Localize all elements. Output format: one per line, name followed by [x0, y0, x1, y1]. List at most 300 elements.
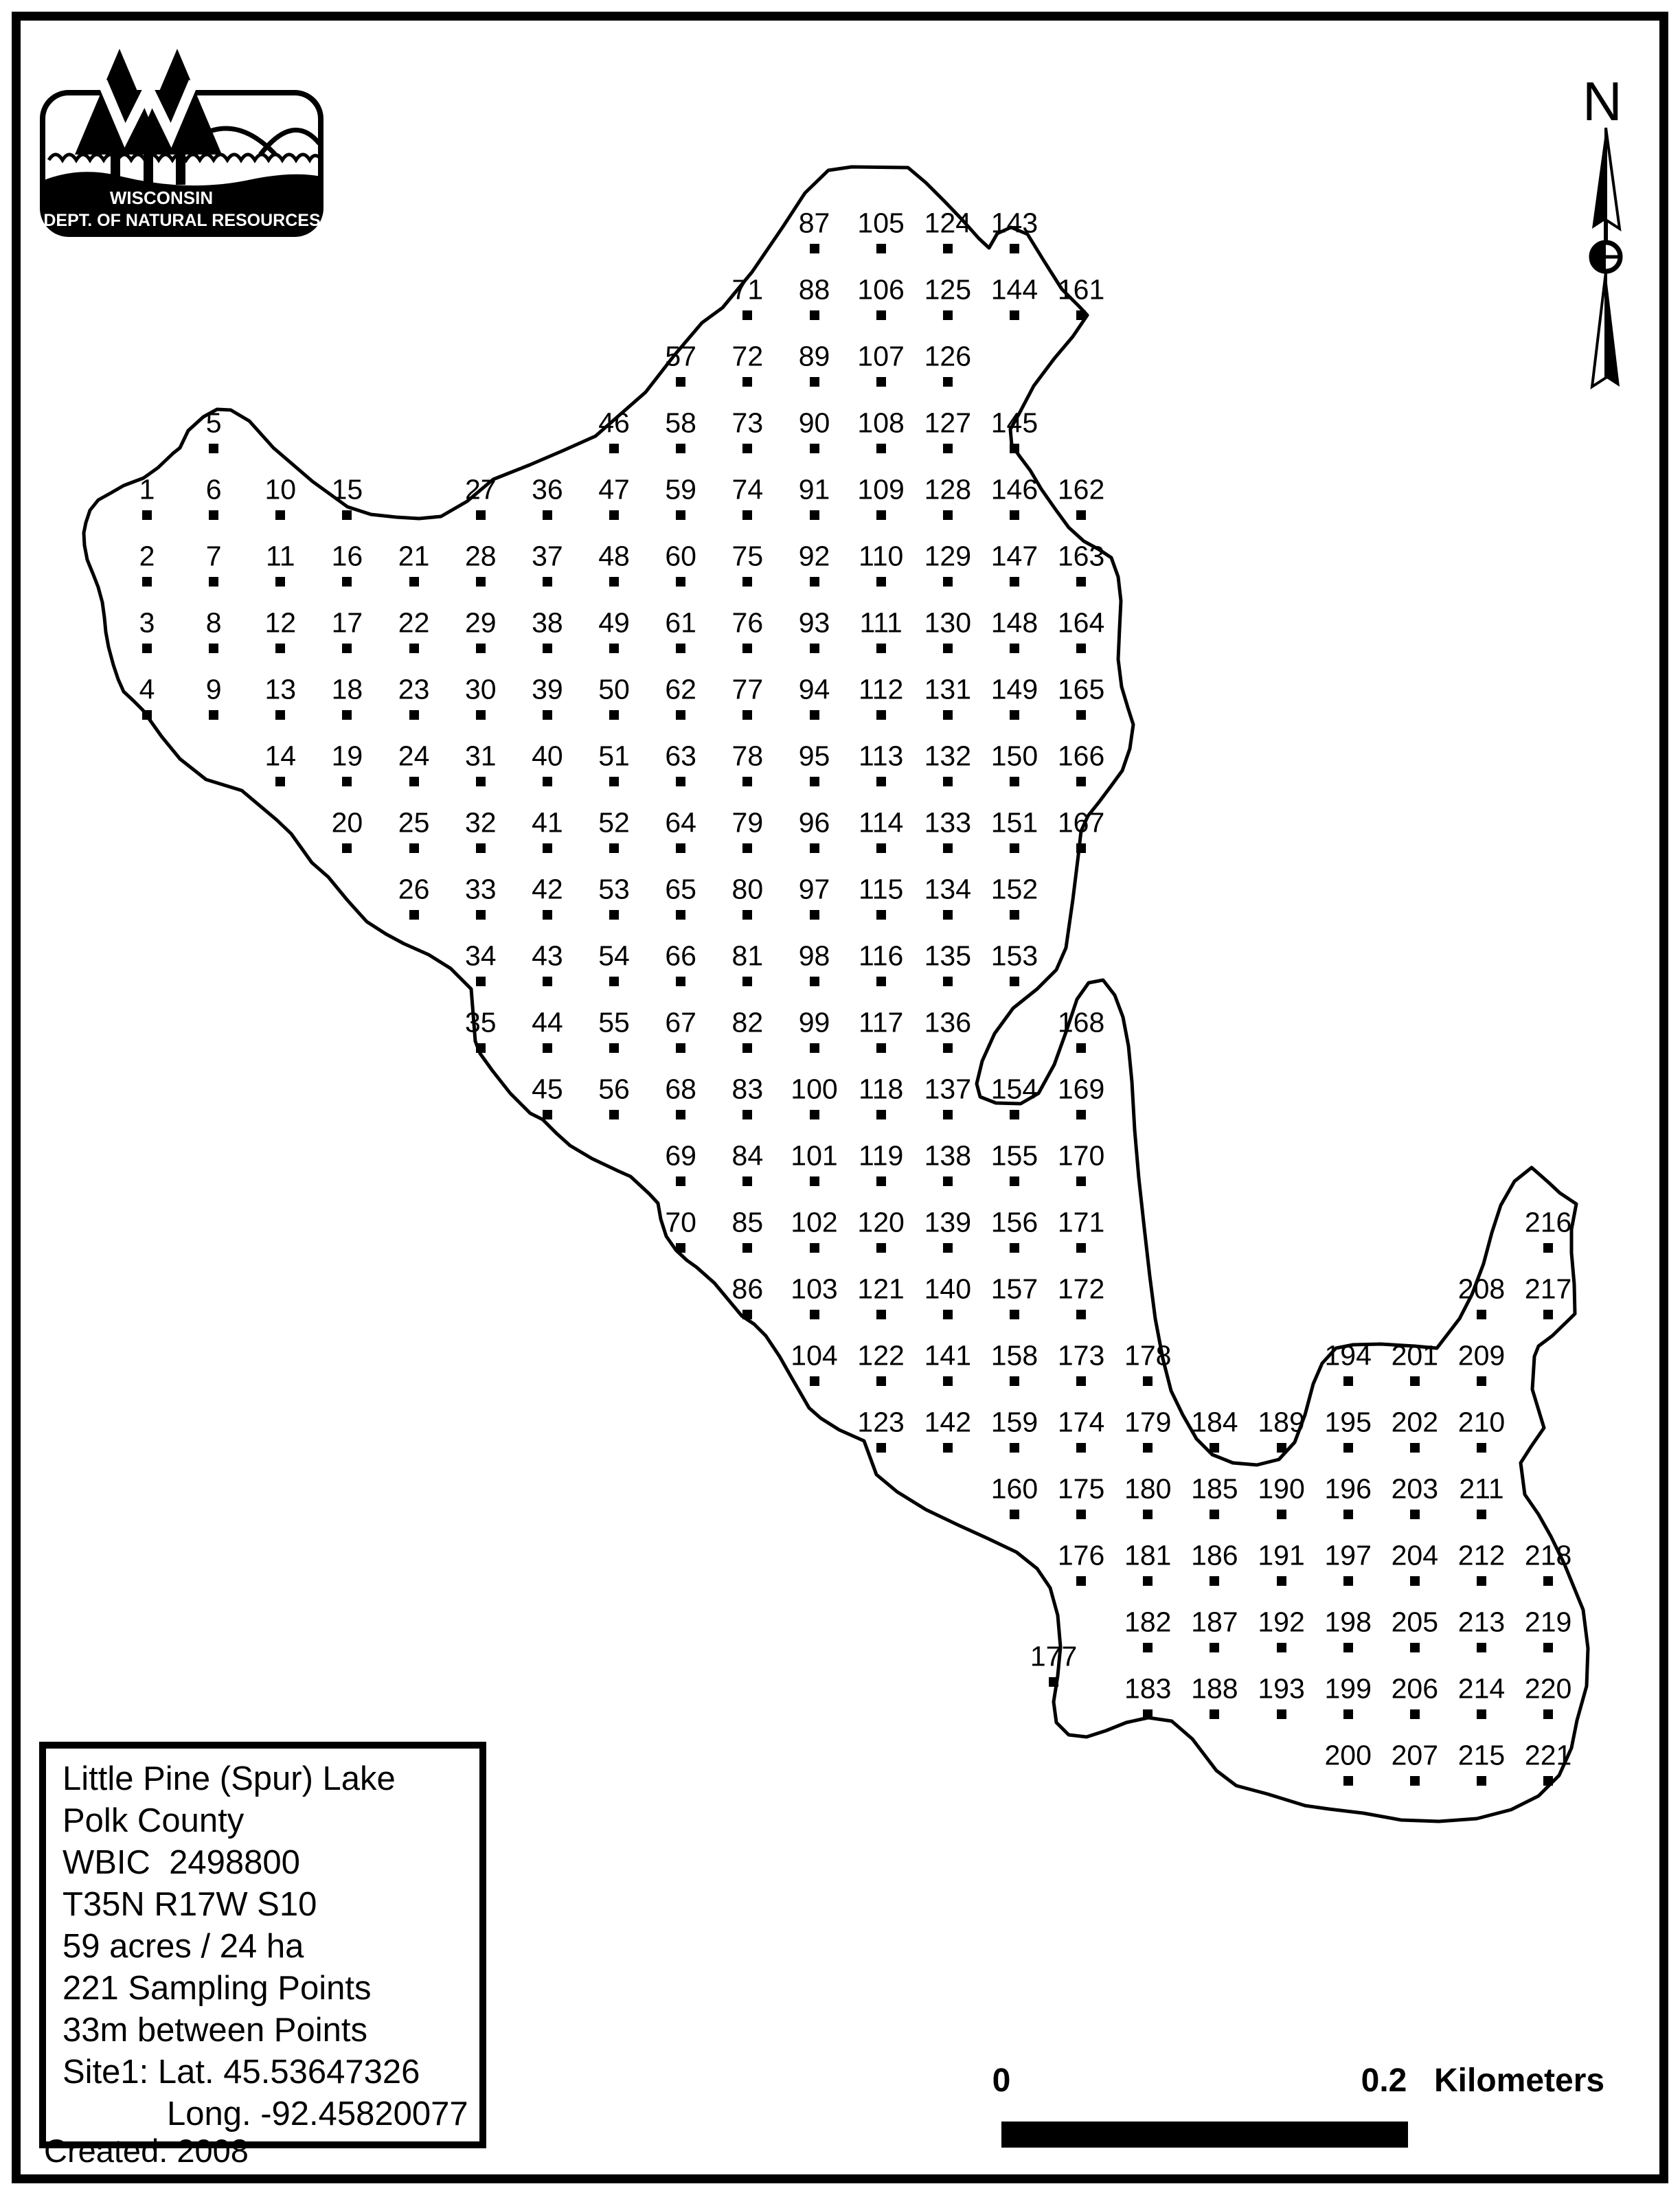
sampling-point-dot — [476, 777, 486, 786]
sampling-point-dot — [609, 777, 619, 786]
sampling-point-dot — [676, 910, 685, 920]
sampling-point-dot — [1010, 1110, 1019, 1119]
sampling-point-label: 68 — [665, 1073, 696, 1105]
sampling-point-dot — [1010, 1176, 1019, 1186]
sampling-point-dot — [609, 843, 619, 853]
sampling-point-label: 136 — [924, 1006, 972, 1038]
sampling-point-dot — [810, 1310, 819, 1319]
sampling-point-dot — [876, 577, 886, 587]
sampling-point-label: 153 — [990, 940, 1038, 972]
sampling-point-dot — [876, 1243, 886, 1253]
sampling-point-dot — [543, 910, 552, 920]
sampling-point-dot — [1076, 843, 1086, 853]
sampling-point-dot — [1143, 1643, 1153, 1652]
sampling-point-label: 151 — [990, 806, 1038, 839]
sampling-point-label: 93 — [798, 606, 830, 639]
sampling-point-label: 116 — [858, 940, 904, 972]
sampling-point-dot — [943, 577, 953, 587]
sampling-point-dot — [810, 710, 819, 720]
sampling-point-dot — [876, 843, 886, 853]
sampling-point-dot — [943, 510, 953, 520]
sampling-point-label: 212 — [1457, 1539, 1506, 1571]
sampling-point-label: 182 — [1124, 1606, 1172, 1638]
sampling-point-dot — [943, 1443, 953, 1453]
sampling-point-label: 75 — [731, 540, 764, 572]
sampling-point-dot — [876, 244, 886, 253]
sampling-point-label: 97 — [798, 873, 830, 905]
sampling-point-label: 7 — [205, 540, 222, 572]
sampling-point-label: 220 — [1524, 1672, 1572, 1705]
sampling-point-dot — [676, 1176, 685, 1186]
sampling-point-dot — [676, 510, 685, 520]
sampling-point-dot — [676, 977, 685, 986]
sampling-point-label: 65 — [665, 873, 696, 905]
sampling-point-dot — [609, 710, 619, 720]
sampling-point-label: 98 — [798, 940, 830, 972]
sampling-point-label: 139 — [924, 1206, 972, 1238]
sampling-point-dot — [876, 1043, 886, 1053]
sampling-point-dot — [1010, 1443, 1019, 1453]
sampling-point-dot — [476, 510, 486, 520]
sampling-point-label: 221 — [1524, 1739, 1572, 1771]
sampling-point-label: 192 — [1258, 1606, 1305, 1638]
sampling-point-label: 10 — [264, 473, 297, 505]
sampling-point-dot — [676, 1110, 685, 1119]
sampling-point-dot — [943, 1176, 953, 1186]
sampling-point-dot — [1477, 1576, 1486, 1586]
sampling-point-dot — [1477, 1510, 1486, 1519]
sampling-point-dot — [810, 1043, 819, 1053]
sampling-point-label: 41 — [532, 806, 563, 839]
sampling-point-dot — [943, 444, 953, 453]
sampling-point-dot — [1143, 1576, 1153, 1586]
sampling-point-label: 100 — [791, 1073, 838, 1105]
sampling-point-dot — [943, 1310, 953, 1319]
sampling-point-label: 110 — [858, 540, 904, 572]
created-date: Created: 2008 — [44, 2133, 249, 2169]
sampling-point-label: 23 — [398, 673, 430, 705]
sampling-point-dot — [609, 910, 619, 920]
sampling-point-dot — [876, 1310, 886, 1319]
wbic-code: WBIC 2498800 — [63, 1844, 300, 1881]
sampling-point-label: 125 — [924, 273, 972, 306]
sampling-point-dot — [876, 444, 886, 453]
sampling-point-label: 73 — [731, 407, 764, 439]
sampling-point-label: 150 — [990, 740, 1038, 772]
sampling-point-dot — [1010, 644, 1019, 653]
sampling-point-dot — [1076, 1043, 1086, 1053]
sampling-point-dot — [876, 377, 886, 387]
sampling-point-label: 49 — [598, 606, 630, 639]
sampling-point-label: 203 — [1391, 1472, 1439, 1505]
sampling-point-label: 103 — [791, 1273, 838, 1305]
sampling-point-dot — [1010, 977, 1019, 986]
sampling-point-dot — [1076, 1443, 1086, 1453]
sampling-point-dot — [876, 910, 886, 920]
sampling-point-dot — [876, 777, 886, 786]
sampling-point-label: 92 — [798, 540, 830, 572]
sampling-point-dot — [1076, 1243, 1086, 1253]
sampling-point-label: 38 — [532, 606, 563, 639]
sampling-point-dot — [209, 510, 218, 520]
sampling-point-label: 9 — [205, 673, 222, 705]
logo-org-line2: DEPT. OF NATURAL RESOURCES — [43, 211, 321, 230]
sampling-point-label: 43 — [532, 940, 563, 972]
sampling-point-label: 128 — [924, 473, 972, 505]
sampling-point-label: 56 — [598, 1073, 630, 1105]
sampling-point-label: 215 — [1457, 1739, 1506, 1771]
sampling-point-dot — [342, 510, 352, 520]
sampling-point-label: 132 — [924, 740, 972, 772]
sampling-point-label: 102 — [791, 1206, 838, 1238]
sampling-point-dot — [1143, 1510, 1153, 1519]
sampling-point-label: 164 — [1057, 606, 1105, 639]
sampling-point-label: 133 — [924, 806, 972, 839]
sampling-point-dot — [409, 777, 419, 786]
sampling-point-label: 20 — [331, 806, 363, 839]
sampling-point-dot — [1010, 777, 1019, 786]
sampling-point-label: 117 — [858, 1006, 904, 1038]
sampling-point-dot — [1010, 1243, 1019, 1253]
sampling-point-dot — [1210, 1709, 1219, 1719]
sampling-point-label: 33 — [464, 873, 497, 905]
sampling-point-label: 21 — [398, 540, 430, 572]
sampling-point-dot — [876, 310, 886, 320]
sampling-point-label: 81 — [731, 940, 764, 972]
sampling-point-label: 72 — [731, 340, 764, 372]
sampling-point-dot — [1076, 644, 1086, 653]
sampling-point-label: 201 — [1391, 1339, 1439, 1372]
sampling-point-label: 134 — [924, 873, 972, 905]
sampling-point-label: 171 — [1057, 1206, 1105, 1238]
sampling-point-label: 214 — [1457, 1672, 1506, 1705]
sampling-point-dot — [943, 1243, 953, 1253]
sampling-point-dot — [1543, 1709, 1553, 1719]
sampling-point-label: 119 — [858, 1139, 904, 1172]
sampling-point-label: 193 — [1258, 1672, 1305, 1705]
sampling-point-label: 154 — [990, 1073, 1038, 1105]
sampling-point-label: 197 — [1324, 1539, 1372, 1571]
sampling-point-label: 115 — [858, 873, 904, 905]
sampling-point-label: 129 — [924, 540, 972, 572]
sampling-point-label: 27 — [464, 473, 497, 505]
sampling-point-label: 200 — [1324, 1739, 1372, 1771]
sampling-point-label: 157 — [990, 1273, 1038, 1305]
sampling-point-label: 57 — [665, 340, 696, 372]
sampling-point-label: 35 — [464, 1006, 497, 1038]
sampling-point-dot — [275, 577, 285, 587]
sampling-point-dot — [1076, 1510, 1086, 1519]
sampling-point-dot — [1076, 1176, 1086, 1186]
sampling-point-label: 210 — [1457, 1406, 1506, 1438]
lake-name: Little Pine (Spur) Lake — [63, 1760, 396, 1797]
sampling-point-dot — [543, 777, 552, 786]
sampling-point-dot — [1277, 1709, 1286, 1719]
sampling-point-label: 106 — [857, 273, 905, 306]
sampling-point-label: 69 — [665, 1139, 696, 1172]
sampling-point-dot — [609, 644, 619, 653]
sampling-point-dot — [943, 1376, 953, 1386]
sampling-point-label: 90 — [798, 407, 830, 439]
sampling-point-dot — [876, 1443, 886, 1453]
sampling-point-label: 149 — [990, 673, 1038, 705]
sampling-point-label: 4 — [139, 673, 155, 705]
sampling-point-dot — [1010, 710, 1019, 720]
sampling-point-label: 78 — [731, 740, 764, 772]
sampling-point-dot — [943, 843, 953, 853]
sampling-point-dot — [342, 577, 352, 587]
sampling-point-label: 159 — [990, 1406, 1038, 1438]
sampling-point-dot — [810, 377, 819, 387]
north-label: N — [1582, 71, 1622, 132]
sampling-point-label: 101 — [791, 1139, 838, 1172]
sampling-point-dot — [1076, 510, 1086, 520]
sampling-point-dot — [409, 577, 419, 587]
site1-longitude: Long. -92.45820077 — [167, 2095, 468, 2133]
sampling-point-dot — [810, 444, 819, 453]
sampling-point-dot — [1210, 1510, 1219, 1519]
sampling-point-dot — [943, 777, 953, 786]
sampling-point-dot — [209, 577, 218, 587]
sampling-point-label: 96 — [798, 806, 830, 839]
sampling-point-dot — [609, 1110, 619, 1119]
sampling-point-label: 120 — [857, 1206, 905, 1238]
sampling-point-dot — [676, 1043, 685, 1053]
sampling-point-dot — [543, 510, 552, 520]
sampling-point-dot — [876, 1376, 886, 1386]
sampling-point-label: 211 — [1459, 1472, 1504, 1505]
sampling-point-label: 107 — [857, 340, 905, 372]
sampling-point-label: 165 — [1057, 673, 1105, 705]
sampling-point-label: 51 — [598, 740, 630, 772]
sampling-point-label: 54 — [598, 940, 630, 972]
sampling-point-dot — [1343, 1443, 1353, 1453]
sampling-point-dot — [1010, 843, 1019, 853]
sampling-point-label: 187 — [1191, 1606, 1238, 1638]
sampling-point-label: 3 — [139, 606, 155, 639]
sampling-point-dot — [1076, 777, 1086, 786]
sampling-point-label: 82 — [731, 1006, 764, 1038]
sampling-point-label: 216 — [1524, 1206, 1572, 1238]
sampling-point-label: 85 — [731, 1206, 764, 1238]
sampling-point-dot — [1410, 1709, 1420, 1719]
sampling-point-dot — [1010, 1510, 1019, 1519]
sampling-point-dot — [1010, 910, 1019, 920]
sampling-point-label: 84 — [731, 1139, 764, 1172]
sampling-point-label: 6 — [205, 473, 222, 505]
sampling-point-dot — [1410, 1576, 1420, 1586]
point-spacing: 33m between Points — [63, 2012, 367, 2049]
scale-end-label: 0.2 — [1361, 2062, 1407, 2099]
sampling-point-dot — [1477, 1310, 1486, 1319]
sampling-point-dot — [742, 843, 752, 853]
sampling-point-dot — [742, 444, 752, 453]
sampling-point-label: 118 — [858, 1073, 904, 1105]
sampling-point-dot — [1543, 1243, 1553, 1253]
sampling-point-label: 94 — [798, 673, 830, 705]
sampling-point-dot — [1210, 1576, 1219, 1586]
sampling-point-label: 79 — [731, 806, 764, 839]
sampling-point-label: 42 — [532, 873, 563, 905]
sampling-point-label: 11 — [266, 540, 295, 572]
sampling-point-dot — [810, 310, 819, 320]
sampling-point-dot — [676, 777, 685, 786]
sampling-point-label: 148 — [990, 606, 1038, 639]
sampling-point-dot — [1277, 1576, 1286, 1586]
sampling-point-label: 47 — [598, 473, 630, 505]
sampling-point-dot — [476, 1043, 486, 1053]
sampling-point-dot — [275, 777, 285, 786]
sampling-point-label: 147 — [990, 540, 1038, 572]
sampling-point-dot — [1343, 1376, 1353, 1386]
sampling-point-dot — [543, 577, 552, 587]
sampling-point-dot — [1076, 1110, 1086, 1119]
sampling-point-label: 180 — [1124, 1472, 1172, 1505]
sampling-point-dot — [742, 977, 752, 986]
sampling-point-label: 168 — [1057, 1006, 1105, 1038]
sampling-point-dot — [1343, 1776, 1353, 1786]
sampling-point-dot — [142, 644, 152, 653]
sampling-point-label: 31 — [464, 740, 497, 772]
sampling-point-dot — [876, 977, 886, 986]
sampling-point-label: 188 — [1191, 1672, 1238, 1705]
sampling-point-label: 52 — [598, 806, 630, 839]
sampling-point-dot — [409, 644, 419, 653]
sampling-point-label: 178 — [1124, 1339, 1172, 1372]
sampling-point-label: 162 — [1057, 473, 1105, 505]
sampling-point-label: 158 — [990, 1339, 1038, 1372]
sampling-point-dot — [810, 577, 819, 587]
sampling-point-dot — [1010, 310, 1019, 320]
sampling-point-label: 1 — [139, 473, 155, 505]
sampling-point-label: 121 — [857, 1273, 905, 1305]
sampling-point-label: 123 — [857, 1406, 905, 1438]
sampling-point-label: 194 — [1324, 1339, 1372, 1372]
sampling-point-dot — [742, 710, 752, 720]
logo-org-line1: WISCONSIN — [109, 187, 214, 208]
sampling-point-label: 205 — [1391, 1606, 1439, 1638]
sampling-point-label: 112 — [858, 673, 904, 705]
sampling-point-label: 24 — [398, 740, 430, 772]
sampling-point-label: 146 — [990, 473, 1038, 505]
sampling-point-label: 25 — [398, 806, 430, 839]
sampling-point-label: 64 — [665, 806, 696, 839]
sampling-point-label: 60 — [665, 540, 696, 572]
sampling-point-label: 50 — [598, 673, 630, 705]
sampling-point-dot — [810, 244, 819, 253]
sampling-point-label: 156 — [990, 1206, 1038, 1238]
sampling-point-label: 86 — [731, 1273, 764, 1305]
sampling-point-label: 105 — [857, 207, 905, 239]
sampling-point-dot — [1076, 577, 1086, 587]
sampling-point-label: 217 — [1524, 1273, 1572, 1305]
sampling-point-dot — [543, 977, 552, 986]
sampling-point-dot — [876, 710, 886, 720]
sampling-point-label: 88 — [798, 273, 830, 306]
sampling-point-label: 59 — [665, 473, 696, 505]
sampling-point-label: 127 — [924, 407, 972, 439]
sampling-point-dot — [676, 710, 685, 720]
sampling-point-label: 113 — [858, 740, 904, 772]
sampling-point-label: 141 — [924, 1339, 972, 1372]
sampling-point-label: 144 — [990, 273, 1038, 306]
sampling-point-dot — [476, 910, 486, 920]
sampling-point-label: 208 — [1457, 1273, 1506, 1305]
sampling-point-dot — [609, 577, 619, 587]
scale-bar — [1001, 2122, 1408, 2148]
sampling-point-dot — [810, 777, 819, 786]
sampling-point-dot — [810, 644, 819, 653]
sampling-point-dot — [742, 577, 752, 587]
sampling-point-dot — [1010, 1376, 1019, 1386]
sampling-point-dot — [476, 577, 486, 587]
sampling-point-label: 18 — [331, 673, 363, 705]
sampling-point-dot — [1076, 310, 1086, 320]
sampling-point-dot — [476, 644, 486, 653]
sampling-point-label: 95 — [798, 740, 830, 772]
sampling-point-dot — [609, 444, 619, 453]
sampling-point-label: 71 — [731, 273, 764, 306]
lake-info-box — [39, 1742, 486, 2148]
sampling-point-dot — [1543, 1576, 1553, 1586]
sampling-point-dot — [876, 644, 886, 653]
sampling-point-dot — [810, 843, 819, 853]
sampling-point-dot — [943, 310, 953, 320]
sampling-point-dot — [1277, 1443, 1286, 1453]
sampling-point-dot — [676, 377, 685, 387]
sampling-point-dot — [742, 777, 752, 786]
sampling-point-dot — [476, 710, 486, 720]
sampling-point-dot — [476, 977, 486, 986]
sampling-point-dot — [810, 510, 819, 520]
sampling-point-label: 219 — [1524, 1606, 1572, 1638]
sampling-point-label: 8 — [205, 606, 222, 639]
sampling-point-dot — [1410, 1443, 1420, 1453]
sampling-point-label: 184 — [1191, 1406, 1238, 1438]
site1-latitude: Site1: Lat. 45.53647326 — [63, 2054, 420, 2091]
sampling-point-label: 183 — [1124, 1672, 1172, 1705]
sampling-point-label: 13 — [264, 673, 297, 705]
sampling-point-dot — [742, 1043, 752, 1053]
sampling-point-label: 176 — [1057, 1539, 1105, 1571]
sampling-point-label: 185 — [1191, 1472, 1238, 1505]
sampling-point-dot — [1410, 1776, 1420, 1786]
sampling-point-label: 209 — [1457, 1339, 1506, 1372]
sampling-point-label: 166 — [1057, 740, 1105, 772]
sampling-point-dot — [810, 1176, 819, 1186]
sampling-point-label: 99 — [798, 1006, 830, 1038]
sampling-point-dot — [1477, 1709, 1486, 1719]
sampling-point-dot — [810, 1243, 819, 1253]
sampling-point-label: 190 — [1258, 1472, 1305, 1505]
sampling-point-dot — [342, 710, 352, 720]
sampling-point-label: 87 — [798, 207, 830, 239]
sampling-point-dot — [1277, 1643, 1286, 1652]
sampling-point-label: 28 — [464, 540, 497, 572]
township-range: T35N R17W S10 — [63, 1886, 317, 1923]
sampling-point-dot — [810, 977, 819, 986]
sampling-point-label: 29 — [464, 606, 497, 639]
sampling-point-dot — [742, 644, 752, 653]
sampling-point-label: 143 — [990, 207, 1038, 239]
sampling-point-dot — [1543, 1643, 1553, 1652]
sampling-point-dot — [142, 577, 152, 587]
sampling-point-label: 179 — [1124, 1406, 1172, 1438]
sampling-point-dot — [342, 843, 352, 853]
sampling-point-label: 135 — [924, 940, 972, 972]
sampling-point-dot — [409, 710, 419, 720]
sampling-point-dot — [609, 1043, 619, 1053]
